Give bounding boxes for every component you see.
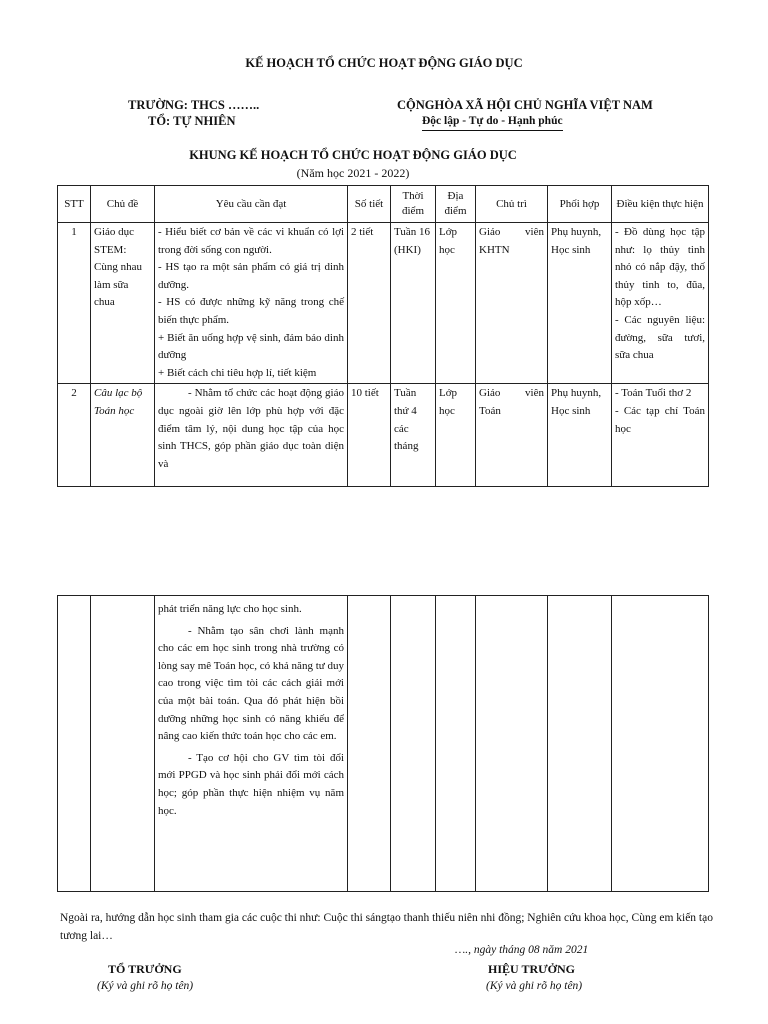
header-topic: Chủ đề (91, 186, 155, 223)
row-requirements (155, 223, 348, 384)
header-partner: Phối hợp (548, 186, 612, 223)
condition-line: - Toán Tuổi thơ 2 (615, 387, 692, 400)
principal-title: HIỆU TRƯỞNG (488, 962, 576, 976)
requirement-line: - Nhằm tạo sân chơi lành mạnh cho các em học sinh trong nhà trường có lòng say mê Toán học, có khả năng tư duy cao trong việc tìm tòi các cách giải mới của một bài toán. Qua đó phát hiện bồi dưỡng những học sinh có năng khiếu để nâng cao kiến thức toán học cho các em. (158, 624, 344, 743)
row-time: Tuần thứ 4 các tháng (391, 384, 436, 487)
empty-cell (91, 596, 155, 892)
row-stt: 1 (58, 223, 91, 384)
requirement-line: - HS tạo ra một sản phẩm có giá trị dinh dưỡng. (158, 261, 344, 291)
document-title: KẾ HOẠCH TỔ CHỨC HOẠT ĐỘNG GIÁO DỤC (245, 56, 523, 70)
requirement-line: + Biết cách chi tiêu hợp lí, tiết kiệm (158, 366, 317, 379)
empty-cell (348, 596, 391, 892)
header-periods: Số tiết (348, 186, 391, 223)
school-name: TRƯỜNG: THCS …….. (128, 98, 260, 112)
row-conditions (612, 223, 709, 384)
header-stt: STT (58, 186, 91, 223)
requirement-line: + Biết ăn uống hợp vệ sinh, đảm bảo dinh dưỡng (158, 331, 344, 362)
row-lead: Giáo viên KHTN (476, 223, 548, 384)
row-requirements: - Nhằm tổ chức các hoạt động giáo dục ngoài giờ lên lớp phù hợp với đặc điểm tâm lý, nội dung học tập của học sinh THCS, góp phần giáo dục toàn diện và (155, 384, 348, 487)
note-paragraph: Ngoài ra, hướng dẫn học sinh tham gia các cuộc thi như: Cuộc thi sángtạo thanh thiếu niên nhi đồng; Nghiên cứu khoa học, Cùng em kiến tạo tương lai… (60, 912, 713, 942)
row-periods: 10 tiết (348, 384, 391, 487)
requirement-line: - Tạo cơ hội cho GV tìm tòi đổi mới PPGD và học sinh phải đổi mới cách học; góp phần thực hiện nhiệm vụ năm học. (158, 751, 344, 817)
group-leader-title: TỔ TRƯỞNG (108, 962, 182, 976)
empty-cell (476, 596, 548, 892)
plan-table (57, 185, 709, 487)
school-year: (Năm học 2021 - 2022) (296, 166, 410, 180)
plan-table-continued (57, 595, 709, 892)
requirement-line: - Hiểu biết cơ bản về các vi khuẩn có lợi trong đời sống con người. (158, 226, 344, 256)
row-topic: Câu lạc bộ Toán học (91, 384, 155, 487)
national-title: CỘNGHÒA XÃ HỘI CHỦ NGHĨA VIỆT NAM (397, 98, 653, 112)
principal-signature-note: (Ký và ghi rõ họ tên) (486, 980, 583, 992)
header-lead: Chủ trì (476, 186, 548, 223)
date-line: …., ngày tháng 08 năm 2021 (455, 944, 589, 956)
table-row (58, 223, 709, 384)
row-requirements-continued (155, 596, 348, 892)
row-partner: Phụ huynh, Học sinh (548, 384, 612, 487)
empty-cell (436, 596, 476, 892)
header-place: Địa điểm (436, 186, 476, 223)
empty-cell (612, 596, 709, 892)
table-header-row (58, 186, 709, 223)
header-time: Thời điểm (391, 186, 436, 223)
row-place: Lớp học (436, 223, 476, 384)
table-row (58, 384, 709, 487)
header-conditions: Điều kiện thực hiện (612, 186, 709, 223)
group-name: TỔ: TỰ NHIÊN (148, 114, 236, 128)
row-partner: Phụ huynh, Học sinh (548, 223, 612, 384)
empty-cell (391, 596, 436, 892)
row-periods: 2 tiết (348, 223, 391, 384)
condition-line: - Đồ dùng học tập như: lọ thủy tinh nhỏ có nắp đậy, thố thủy tinh to, đũa, hộp xốp… (615, 226, 705, 309)
row-lead: Giáo viên Toán (476, 384, 548, 487)
empty-cell (58, 596, 91, 892)
condition-line: - Các tạp chí Toán học (615, 404, 705, 435)
row-stt: 2 (58, 384, 91, 487)
empty-cell (548, 596, 612, 892)
row-time: Tuần 16 (HKI) (391, 223, 436, 384)
row-place: Lớp học (436, 384, 476, 487)
row-conditions (612, 384, 709, 487)
table-row (58, 596, 709, 892)
requirement-line: phát triển năng lực cho học sinh. (158, 603, 302, 615)
condition-line: - Các nguyên liệu: đường, sữa tươi, sữa chua (615, 313, 705, 362)
row-topic: Giáo dục STEM: Cùng nhau làm sữa chua (91, 223, 155, 384)
group-leader-signature-note: (Ký và ghi rõ họ tên) (97, 980, 194, 992)
header-requirements: Yêu cầu cần đạt (155, 186, 348, 223)
requirement-line: - HS có được những kỹ năng trong chế biến thực phẩm. (158, 296, 344, 326)
frame-title: KHUNG KẾ HOẠCH TỔ CHỨC HOẠT ĐỘNG GIÁO DỤC (189, 148, 517, 162)
national-motto: Độc lập - Tự do - Hạnh phúc (422, 113, 563, 131)
school-info (128, 97, 259, 129)
